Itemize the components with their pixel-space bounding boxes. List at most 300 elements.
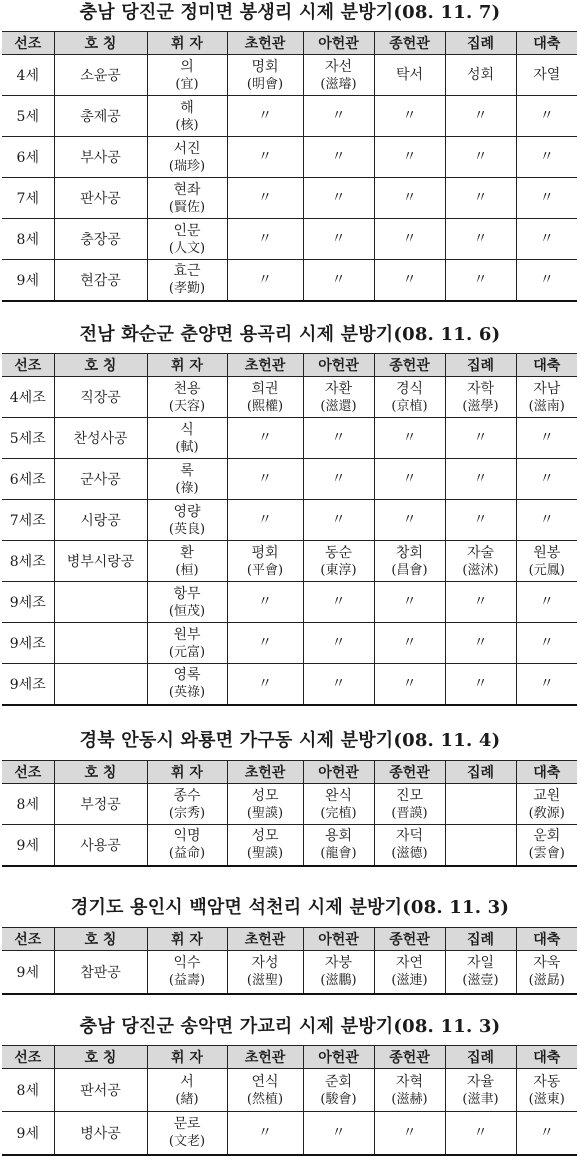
title-cell: 현감공 bbox=[54, 260, 147, 301]
name-korean: 〃 bbox=[402, 675, 417, 692]
officiant-cell bbox=[374, 260, 445, 301]
name-korean: 준회 bbox=[324, 1073, 353, 1090]
given-name-cell bbox=[147, 260, 227, 301]
given-name-cell bbox=[147, 459, 227, 500]
title-cell: 총제공 bbox=[54, 96, 147, 137]
name-hanja: (敎源) bbox=[528, 805, 565, 821]
name-korean: 〃 bbox=[402, 594, 417, 610]
name-korean: 〃 bbox=[258, 635, 272, 651]
officiant-cell bbox=[227, 260, 303, 301]
name-korean: 희권 bbox=[251, 380, 279, 397]
name-korean: 〃 bbox=[402, 231, 417, 247]
officiant-cell bbox=[227, 784, 303, 825]
name-korean: 경식 bbox=[395, 380, 424, 397]
name-korean: 〃 bbox=[258, 190, 272, 206]
header-row bbox=[2, 354, 577, 377]
officiant-cell bbox=[374, 825, 445, 866]
name-korean: 〃 bbox=[258, 108, 272, 124]
column-header: 선조 bbox=[2, 761, 54, 784]
name-korean: 〃 bbox=[539, 635, 554, 651]
officiant-cell bbox=[303, 500, 374, 541]
ancestor-generation-cell: 9세조 bbox=[2, 664, 54, 705]
name-korean: 〃 bbox=[258, 149, 272, 165]
column-header: 호 칭 bbox=[54, 354, 147, 377]
column-header: 호 칭 bbox=[54, 928, 147, 951]
name-hanja: (益命) bbox=[168, 846, 206, 862]
name-korean: 〃 bbox=[473, 190, 488, 206]
table-row bbox=[2, 418, 577, 459]
officiant-cell bbox=[227, 951, 303, 994]
name-hanja: (京植) bbox=[391, 398, 428, 414]
name-korean: 〃 bbox=[258, 512, 272, 528]
column-header: 아헌관 bbox=[303, 32, 374, 55]
column-header: 선조 bbox=[2, 354, 54, 377]
name-hanja: (晋謨) bbox=[391, 805, 428, 821]
column-header: 아헌관 bbox=[303, 761, 374, 784]
name-korean: 원봉 bbox=[533, 544, 561, 561]
officiant-cell bbox=[516, 1069, 577, 1112]
name-korean: 〃 bbox=[331, 675, 346, 692]
name-hanja: (滋聖) bbox=[246, 973, 284, 989]
name-korean: 〃 bbox=[258, 1124, 272, 1141]
officiant-cell bbox=[303, 96, 374, 137]
title-cell: 소윤공 bbox=[54, 55, 147, 96]
name-hanja: (英良) bbox=[168, 521, 206, 537]
officiant-cell bbox=[374, 219, 445, 260]
name-korean: 록 bbox=[180, 462, 194, 479]
name-korean: 천용 bbox=[173, 380, 201, 397]
name-hanja: (核) bbox=[175, 117, 199, 133]
name-hanja: (滋勗) bbox=[528, 973, 565, 989]
officiant-cell bbox=[374, 664, 445, 705]
officiant-cell bbox=[516, 664, 577, 705]
name-hanja: (滋連) bbox=[391, 973, 428, 989]
name-korean: 〃 bbox=[539, 1124, 554, 1141]
ancestor-generation-cell: 5세조 bbox=[2, 418, 54, 459]
name-hanja: (孝勤) bbox=[168, 281, 206, 297]
column-header: 대축 bbox=[516, 1046, 577, 1069]
column-header: 초헌관 bbox=[227, 32, 303, 55]
section-title: 경기도 용인시 백암면 석천리 시제 분방기(08. 11. 3) bbox=[70, 897, 510, 918]
given-name-cell bbox=[147, 377, 227, 418]
officiant-cell bbox=[227, 582, 303, 623]
officiant-cell bbox=[445, 541, 516, 582]
title-cell: 충장공 bbox=[54, 219, 147, 260]
name-korean: 〃 bbox=[331, 231, 346, 247]
table-row bbox=[2, 219, 577, 260]
name-korean: 창회 bbox=[395, 544, 424, 561]
title-cell: 판서공 bbox=[54, 1069, 147, 1112]
officiant-cell bbox=[227, 541, 303, 582]
name-hanja: (英祿) bbox=[168, 685, 206, 701]
section-title: 경북 안동시 와룡면 가구동 시제 분방기(08. 11. 4) bbox=[79, 730, 501, 751]
table-row bbox=[2, 96, 577, 137]
name-korean: 〃 bbox=[473, 594, 488, 610]
ancestor-generation-cell: 8세 bbox=[2, 784, 54, 825]
name-korean: 〃 bbox=[539, 512, 554, 528]
name-korean: 자붕 bbox=[324, 955, 353, 972]
title-cell: 판사공 bbox=[54, 178, 147, 219]
ancestor-generation-cell: 6세 bbox=[2, 137, 54, 178]
name-korean: 〃 bbox=[258, 594, 272, 610]
officiant-cell bbox=[227, 459, 303, 500]
officiant-cell bbox=[516, 418, 577, 459]
name-korean: 성모 bbox=[251, 787, 279, 804]
table-row bbox=[2, 951, 577, 994]
title-cell bbox=[54, 623, 147, 664]
column-header: 집례 bbox=[445, 761, 516, 784]
column-header: 휘 자 bbox=[147, 354, 227, 377]
given-name-cell bbox=[147, 418, 227, 459]
name-korean: 의 bbox=[180, 58, 194, 75]
officiant-cell bbox=[516, 459, 577, 500]
header-row bbox=[2, 928, 577, 951]
officiant-cell bbox=[445, 582, 516, 623]
name-hanja: (宜) bbox=[175, 76, 199, 92]
officiant-cell bbox=[516, 377, 577, 418]
officiant-cell bbox=[374, 55, 445, 96]
name-hanja: (昌會) bbox=[391, 562, 428, 578]
name-hanja: (滋沭) bbox=[462, 562, 499, 578]
name-hanja: (平會) bbox=[246, 562, 284, 578]
given-name-cell bbox=[147, 137, 227, 178]
officiant-cell bbox=[516, 137, 577, 178]
name-hanja: (龍會) bbox=[320, 846, 357, 862]
name-korean: 〃 bbox=[402, 108, 417, 124]
column-header: 호 칭 bbox=[54, 1046, 147, 1069]
name-hanja: (人文) bbox=[168, 240, 206, 256]
officiant-cell bbox=[374, 951, 445, 994]
officiant-cell bbox=[227, 623, 303, 664]
officiant-cell bbox=[303, 1112, 374, 1155]
name-korean: 서 bbox=[180, 1073, 194, 1090]
officiant-cell bbox=[516, 784, 577, 825]
name-hanja: (聖謨) bbox=[246, 846, 284, 862]
name-korean: 교원 bbox=[533, 787, 561, 804]
ancestor-generation-cell: 4세 bbox=[2, 55, 54, 96]
name-hanja: (滋學) bbox=[462, 398, 499, 414]
name-korean: 자혁 bbox=[395, 1073, 424, 1090]
officiant-cell bbox=[374, 784, 445, 825]
name-korean: 〃 bbox=[402, 271, 417, 288]
officiant-cell bbox=[445, 1069, 516, 1112]
title-cell: 시랑공 bbox=[54, 500, 147, 541]
officiant-cell bbox=[303, 260, 374, 301]
officiant-cell bbox=[374, 459, 445, 500]
column-header: 대축 bbox=[516, 32, 577, 55]
name-hanja: (聖謨) bbox=[246, 805, 284, 821]
name-korean: 익수 bbox=[173, 955, 201, 972]
name-korean: 용회 bbox=[324, 828, 353, 845]
officiant-cell bbox=[445, 459, 516, 500]
officiant-cell bbox=[227, 137, 303, 178]
ancestor-generation-cell: 9세 bbox=[2, 951, 54, 994]
name-korean: 자환 bbox=[324, 380, 353, 397]
officiant-cell bbox=[227, 377, 303, 418]
name-korean: 명회 bbox=[251, 58, 279, 75]
name-korean: 〃 bbox=[473, 635, 488, 651]
name-korean: 항무 bbox=[173, 585, 201, 602]
name-korean: 운회 bbox=[533, 828, 561, 845]
name-hanja: (完植) bbox=[320, 805, 357, 821]
column-header: 종헌관 bbox=[374, 32, 445, 55]
name-hanja: (文老) bbox=[168, 1134, 206, 1150]
officiant-cell bbox=[516, 55, 577, 96]
name-hanja: (緖) bbox=[175, 1091, 199, 1107]
name-korean: 〃 bbox=[331, 108, 346, 124]
ancestor-generation-cell: 9세조 bbox=[2, 582, 54, 623]
given-name-cell bbox=[147, 541, 227, 582]
officiant-cell bbox=[227, 664, 303, 705]
officiant-cell bbox=[374, 96, 445, 137]
column-header: 종헌관 bbox=[374, 354, 445, 377]
register-table bbox=[2, 353, 577, 706]
name-korean: 익명 bbox=[173, 828, 201, 845]
name-korean: 환 bbox=[180, 544, 194, 561]
title-cell: 참판공 bbox=[54, 951, 147, 994]
officiant-cell bbox=[303, 418, 374, 459]
name-korean: 〃 bbox=[258, 675, 272, 692]
name-korean: 해 bbox=[180, 99, 194, 116]
officiant-cell bbox=[516, 825, 577, 866]
officiant-cell bbox=[374, 178, 445, 219]
name-korean: 연식 bbox=[251, 1073, 279, 1090]
name-hanja: (元鳳) bbox=[528, 562, 565, 578]
ancestor-generation-cell: 7세조 bbox=[2, 500, 54, 541]
officiant-cell bbox=[227, 178, 303, 219]
table-row bbox=[2, 623, 577, 664]
officiant-cell bbox=[303, 178, 374, 219]
column-header: 종헌관 bbox=[374, 928, 445, 951]
officiant-cell bbox=[516, 541, 577, 582]
title-cell: 부사공 bbox=[54, 137, 147, 178]
name-korean: 〃 bbox=[331, 1124, 346, 1141]
name-hanja: (滋赫) bbox=[391, 1091, 428, 1107]
column-header: 종헌관 bbox=[374, 1046, 445, 1069]
column-header: 아헌관 bbox=[303, 1046, 374, 1069]
name-korean: 자술 bbox=[466, 544, 495, 561]
name-korean: 효근 bbox=[173, 263, 201, 280]
name-korean: 〃 bbox=[539, 190, 554, 206]
officiant-cell bbox=[445, 1112, 516, 1155]
ancestor-generation-cell: 9세조 bbox=[2, 623, 54, 664]
name-korean: 현좌 bbox=[173, 181, 201, 198]
officiant-cell bbox=[516, 219, 577, 260]
name-hanja: (滋聿) bbox=[462, 1091, 499, 1107]
officiant-cell bbox=[227, 219, 303, 260]
officiant-cell bbox=[374, 623, 445, 664]
officiant-cell bbox=[445, 377, 516, 418]
column-header: 아헌관 bbox=[303, 354, 374, 377]
title-cell: 부정공 bbox=[54, 784, 147, 825]
given-name-cell bbox=[147, 55, 227, 96]
ancestor-generation-cell: 4세조 bbox=[2, 377, 54, 418]
name-korean: 〃 bbox=[473, 271, 488, 288]
officiant-cell bbox=[445, 178, 516, 219]
officiant-cell bbox=[303, 664, 374, 705]
officiant-cell bbox=[227, 418, 303, 459]
name-korean: 〃 bbox=[331, 271, 346, 288]
table-row bbox=[2, 541, 577, 582]
name-korean: 〃 bbox=[402, 1124, 417, 1141]
name-korean: 탁서 bbox=[395, 67, 424, 83]
name-korean: 〃 bbox=[473, 231, 488, 247]
name-korean: 〃 bbox=[331, 635, 346, 651]
column-header: 휘 자 bbox=[147, 32, 227, 55]
name-korean: 〃 bbox=[402, 512, 417, 528]
officiant-cell bbox=[445, 664, 516, 705]
given-name-cell bbox=[147, 178, 227, 219]
given-name-cell bbox=[147, 825, 227, 866]
name-korean: 〃 bbox=[258, 231, 272, 247]
header-row bbox=[2, 32, 577, 55]
name-korean: 〃 bbox=[539, 430, 554, 446]
officiant-cell bbox=[374, 500, 445, 541]
name-hanja: (宗秀) bbox=[168, 805, 206, 821]
name-korean: 〃 bbox=[331, 149, 346, 165]
name-korean: 자덕 bbox=[395, 828, 424, 845]
name-hanja: (滋鵬) bbox=[320, 973, 357, 989]
column-header: 호 칭 bbox=[54, 32, 147, 55]
name-korean: 자동 bbox=[533, 1073, 561, 1090]
name-hanja: (軾) bbox=[175, 439, 199, 455]
name-korean: 자남 bbox=[533, 380, 561, 397]
officiant-cell bbox=[516, 951, 577, 994]
column-header: 종헌관 bbox=[374, 761, 445, 784]
ancestor-generation-cell: 9세 bbox=[2, 1112, 54, 1155]
column-header: 휘 자 bbox=[147, 1046, 227, 1069]
table-row bbox=[2, 260, 577, 301]
name-korean: 〃 bbox=[473, 471, 488, 487]
name-korean: 〃 bbox=[402, 190, 417, 206]
officiant-cell bbox=[516, 96, 577, 137]
name-korean: 성회 bbox=[466, 67, 495, 83]
name-hanja: (滋東) bbox=[528, 1091, 565, 1107]
register-table bbox=[2, 31, 577, 302]
name-korean: 자선 bbox=[324, 58, 353, 75]
name-korean: 〃 bbox=[473, 430, 488, 446]
name-hanja: (駿會) bbox=[320, 1091, 357, 1107]
officiant-cell bbox=[303, 541, 374, 582]
officiant-cell bbox=[445, 96, 516, 137]
column-header: 선조 bbox=[2, 1046, 54, 1069]
section-title: 충남 당진군 송악면 가교리 시제 분방기(08. 11. 3) bbox=[79, 1016, 501, 1037]
officiant-cell bbox=[374, 1069, 445, 1112]
name-korean: 자욱 bbox=[533, 955, 561, 972]
column-header: 휘 자 bbox=[147, 761, 227, 784]
table-row bbox=[2, 500, 577, 541]
column-header: 초헌관 bbox=[227, 928, 303, 951]
name-korean: 〃 bbox=[402, 635, 417, 651]
officiant-cell bbox=[445, 500, 516, 541]
name-korean: 〃 bbox=[331, 512, 346, 528]
name-hanja: (滋德) bbox=[391, 846, 428, 862]
officiant-cell bbox=[516, 582, 577, 623]
ancestor-generation-cell: 8세 bbox=[2, 1069, 54, 1112]
officiant-cell bbox=[374, 582, 445, 623]
name-hanja: (滋壹) bbox=[462, 973, 499, 989]
officiant-cell bbox=[303, 623, 374, 664]
given-name-cell bbox=[147, 1112, 227, 1155]
name-hanja: (祿) bbox=[175, 480, 199, 496]
officiant-cell bbox=[374, 137, 445, 178]
column-header: 대축 bbox=[516, 354, 577, 377]
table-row bbox=[2, 1069, 577, 1112]
name-korean: 식 bbox=[180, 421, 194, 438]
name-hanja: (滋南) bbox=[528, 398, 565, 414]
officiant-cell bbox=[445, 784, 516, 825]
officiant-cell bbox=[303, 219, 374, 260]
name-korean: 〃 bbox=[539, 108, 554, 124]
register-table bbox=[2, 927, 577, 995]
officiant-cell bbox=[445, 418, 516, 459]
name-hanja: (滋璿) bbox=[320, 76, 357, 92]
ancestor-generation-cell: 8세 bbox=[2, 219, 54, 260]
name-korean: 평회 bbox=[251, 544, 279, 561]
header-row bbox=[2, 1046, 577, 1069]
name-hanja: (恒茂) bbox=[168, 603, 206, 619]
title-cell: 직장공 bbox=[54, 377, 147, 418]
name-korean: 종수 bbox=[173, 787, 201, 804]
name-korean: 문로 bbox=[173, 1116, 201, 1133]
name-korean: 〃 bbox=[402, 430, 417, 446]
officiant-cell bbox=[374, 1112, 445, 1155]
given-name-cell bbox=[147, 664, 227, 705]
name-korean: 자연 bbox=[395, 955, 424, 972]
officiant-cell bbox=[227, 825, 303, 866]
table-row bbox=[2, 55, 577, 96]
name-hanja: (東淳) bbox=[320, 562, 357, 578]
column-header: 선조 bbox=[2, 928, 54, 951]
given-name-cell bbox=[147, 219, 227, 260]
section-title: 전남 화순군 춘양면 용곡리 시제 분방기(08. 11. 6) bbox=[79, 324, 501, 345]
header-row bbox=[2, 761, 577, 784]
name-hanja: (元富) bbox=[168, 644, 206, 660]
name-korean: 〃 bbox=[539, 231, 554, 247]
given-name-cell bbox=[147, 96, 227, 137]
officiant-cell bbox=[374, 418, 445, 459]
officiant-cell bbox=[303, 951, 374, 994]
name-korean: 영량 bbox=[173, 503, 201, 520]
name-korean: 〃 bbox=[258, 471, 272, 487]
officiant-cell bbox=[303, 1069, 374, 1112]
officiant-cell bbox=[227, 55, 303, 96]
column-header: 선조 bbox=[2, 32, 54, 55]
officiant-cell bbox=[303, 784, 374, 825]
officiant-cell bbox=[303, 377, 374, 418]
column-header: 아헌관 bbox=[303, 928, 374, 951]
name-korean: 〃 bbox=[539, 594, 554, 610]
section-title: 충남 당진군 정미면 봉생리 시제 분방기(08. 11. 7) bbox=[79, 2, 501, 23]
name-korean: 완식 bbox=[324, 787, 353, 804]
column-header: 휘 자 bbox=[147, 928, 227, 951]
officiant-cell bbox=[445, 219, 516, 260]
column-header: 대축 bbox=[516, 761, 577, 784]
name-hanja: (瑞珍) bbox=[168, 158, 206, 174]
name-korean: 자율 bbox=[466, 1073, 495, 1090]
table-row bbox=[2, 459, 577, 500]
name-korean: 서진 bbox=[173, 140, 201, 157]
given-name-cell bbox=[147, 951, 227, 994]
name-korean: 〃 bbox=[258, 271, 272, 288]
name-hanja: (賢佐) bbox=[168, 199, 206, 215]
table-row bbox=[2, 784, 577, 825]
name-hanja: (桓) bbox=[175, 562, 199, 578]
column-header: 집례 bbox=[445, 32, 516, 55]
officiant-cell bbox=[445, 825, 516, 866]
officiant-cell bbox=[227, 500, 303, 541]
name-korean: 〃 bbox=[473, 1124, 488, 1141]
